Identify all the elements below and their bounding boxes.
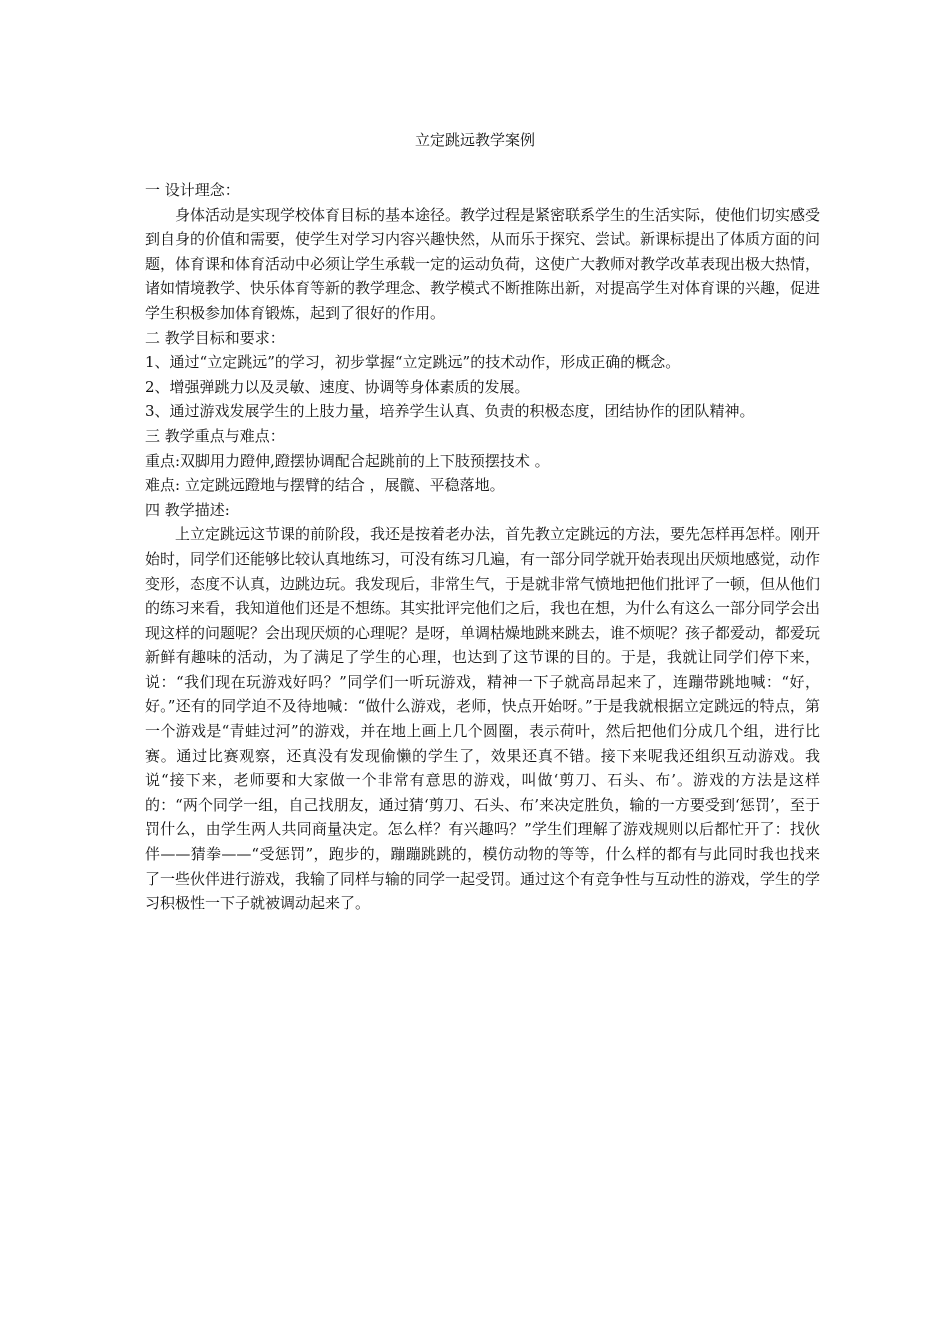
section-heading-design-concept: 一 设计理念：: [145, 181, 240, 199]
document-title: 立定跳远教学案例: [414, 131, 535, 149]
design-concept-paragraph: 身体活动是实现学校体育目标的基本途径。教学过程是紧密联系学生的生活实际，使他们切实感受到自身的价值和需要，使学生对学习内容兴趣快然，从而乐于探究、尝试。新课标提出了体质方面的问题，体育课和体育活动中必须让学生承载一定的运动负荷，这使广大教师对教学改革表现出极大热情，诸如情境教学、快乐体育等新的教学理念、教学模式不断推陈出新，对提高学生对体育课的兴趣，促进学生积极参加体育锻炼，起到了很好的作用。: [145, 205, 821, 322]
objective-item: 1、通过“立定跳远”的学习，初步掌握“立定跳远”的技术动作，形成正确的概念。: [145, 353, 681, 372]
section-heading-description: 四 教学描述:: [145, 500, 230, 519]
section-heading-objectives: 二 教学目标和要求：: [145, 328, 285, 347]
document-body: [145, 178, 820, 916]
key-point-text: 重点:双脚用力蹬伸,蹬摆协调配合起跳前的上下肢预摆技术 。: [145, 451, 550, 470]
objective-item: 3、通过游戏发展学生的上肢力量，培养学生认真、负责的积极态度，团结协作的团队精神。: [145, 402, 755, 421]
difficulty-text: 难点: 立定跳远蹬地与摆臂的结合 ，展髋、平稳落地。: [145, 476, 505, 495]
description-paragraph: 上立定跳远这节课的前阶段，我还是按着老办法，首先教立定跳远的方法，要先怎样再怎样。刚开始时，同学们还能够比较认真地练习，可没有练习几遍，有一部分同学就开始表现出厌烦地感觉，动作变形，态度不认真，边跳边玩。我发现后，非常生气，于是就非常气愤地把他们批评了一顿，但从他们的练习来看，我知道他们还是不想练。其实批评完他们之后，我也在想，为什么有这么一部分同学会出现这样的问题呢？会出现厌烦的心理呢？是呀，单调枯燥地跳来跳去，谁不烦呢？孩子都爱动，都爱玩新鲜有趣味的活动，为了满足了学生的心理，也达到了这节课的目的。于是，我就让同学们停下来，说：“我们现在玩游戏好吗？”同学们一听玩游戏，精神一下子就高昂起来了，连蹦带跳地喊：“好，好。”还有的同学迫不及待地喊：“做什么游戏，老师，快点开始呀。”于是我就根据立定跳远的特点，第一个游戏是“青蛙过河”的游戏，并在地上画上几个圆圈，表示荷叶，然后把他们分成几个组，进行比赛。通过比赛观察，还真没有发现偷懒的学生了，效果还真不错。接下来呢我还组织互动游戏。我说“接下来，老师要和大家做一个非常有意思的游戏，叫做‘剪刀、石头、布’。游戏的方法是这样的：“两个同学一组，自己找朋友，通过猜‘剪刀、石头、布’来决定胜负，输的一方要受到‘惩罚’，至于罚什么，由学生两人共同商量决定。怎么样？有兴趣吗？”学生们理解了游戏规则以后都忙开了：找伙伴——猜拳——“受惩罚”，跑步的，蹦蹦跳跳的，模仿动物的等等，什么样的都有与此同时我也找来了一些伙伴进行游戏，我输了同样与输的同学一起受罚。通过这个有竞争性与互动性的游戏，学生的学习积极性一下子就被调动起来了。: [145, 525, 821, 913]
section-heading-key-points: 三 教学重点与难点：: [145, 426, 285, 445]
objective-item: 2、增强弹跳力以及灵敏、速度、协调等身体素质的发展。: [145, 377, 530, 396]
